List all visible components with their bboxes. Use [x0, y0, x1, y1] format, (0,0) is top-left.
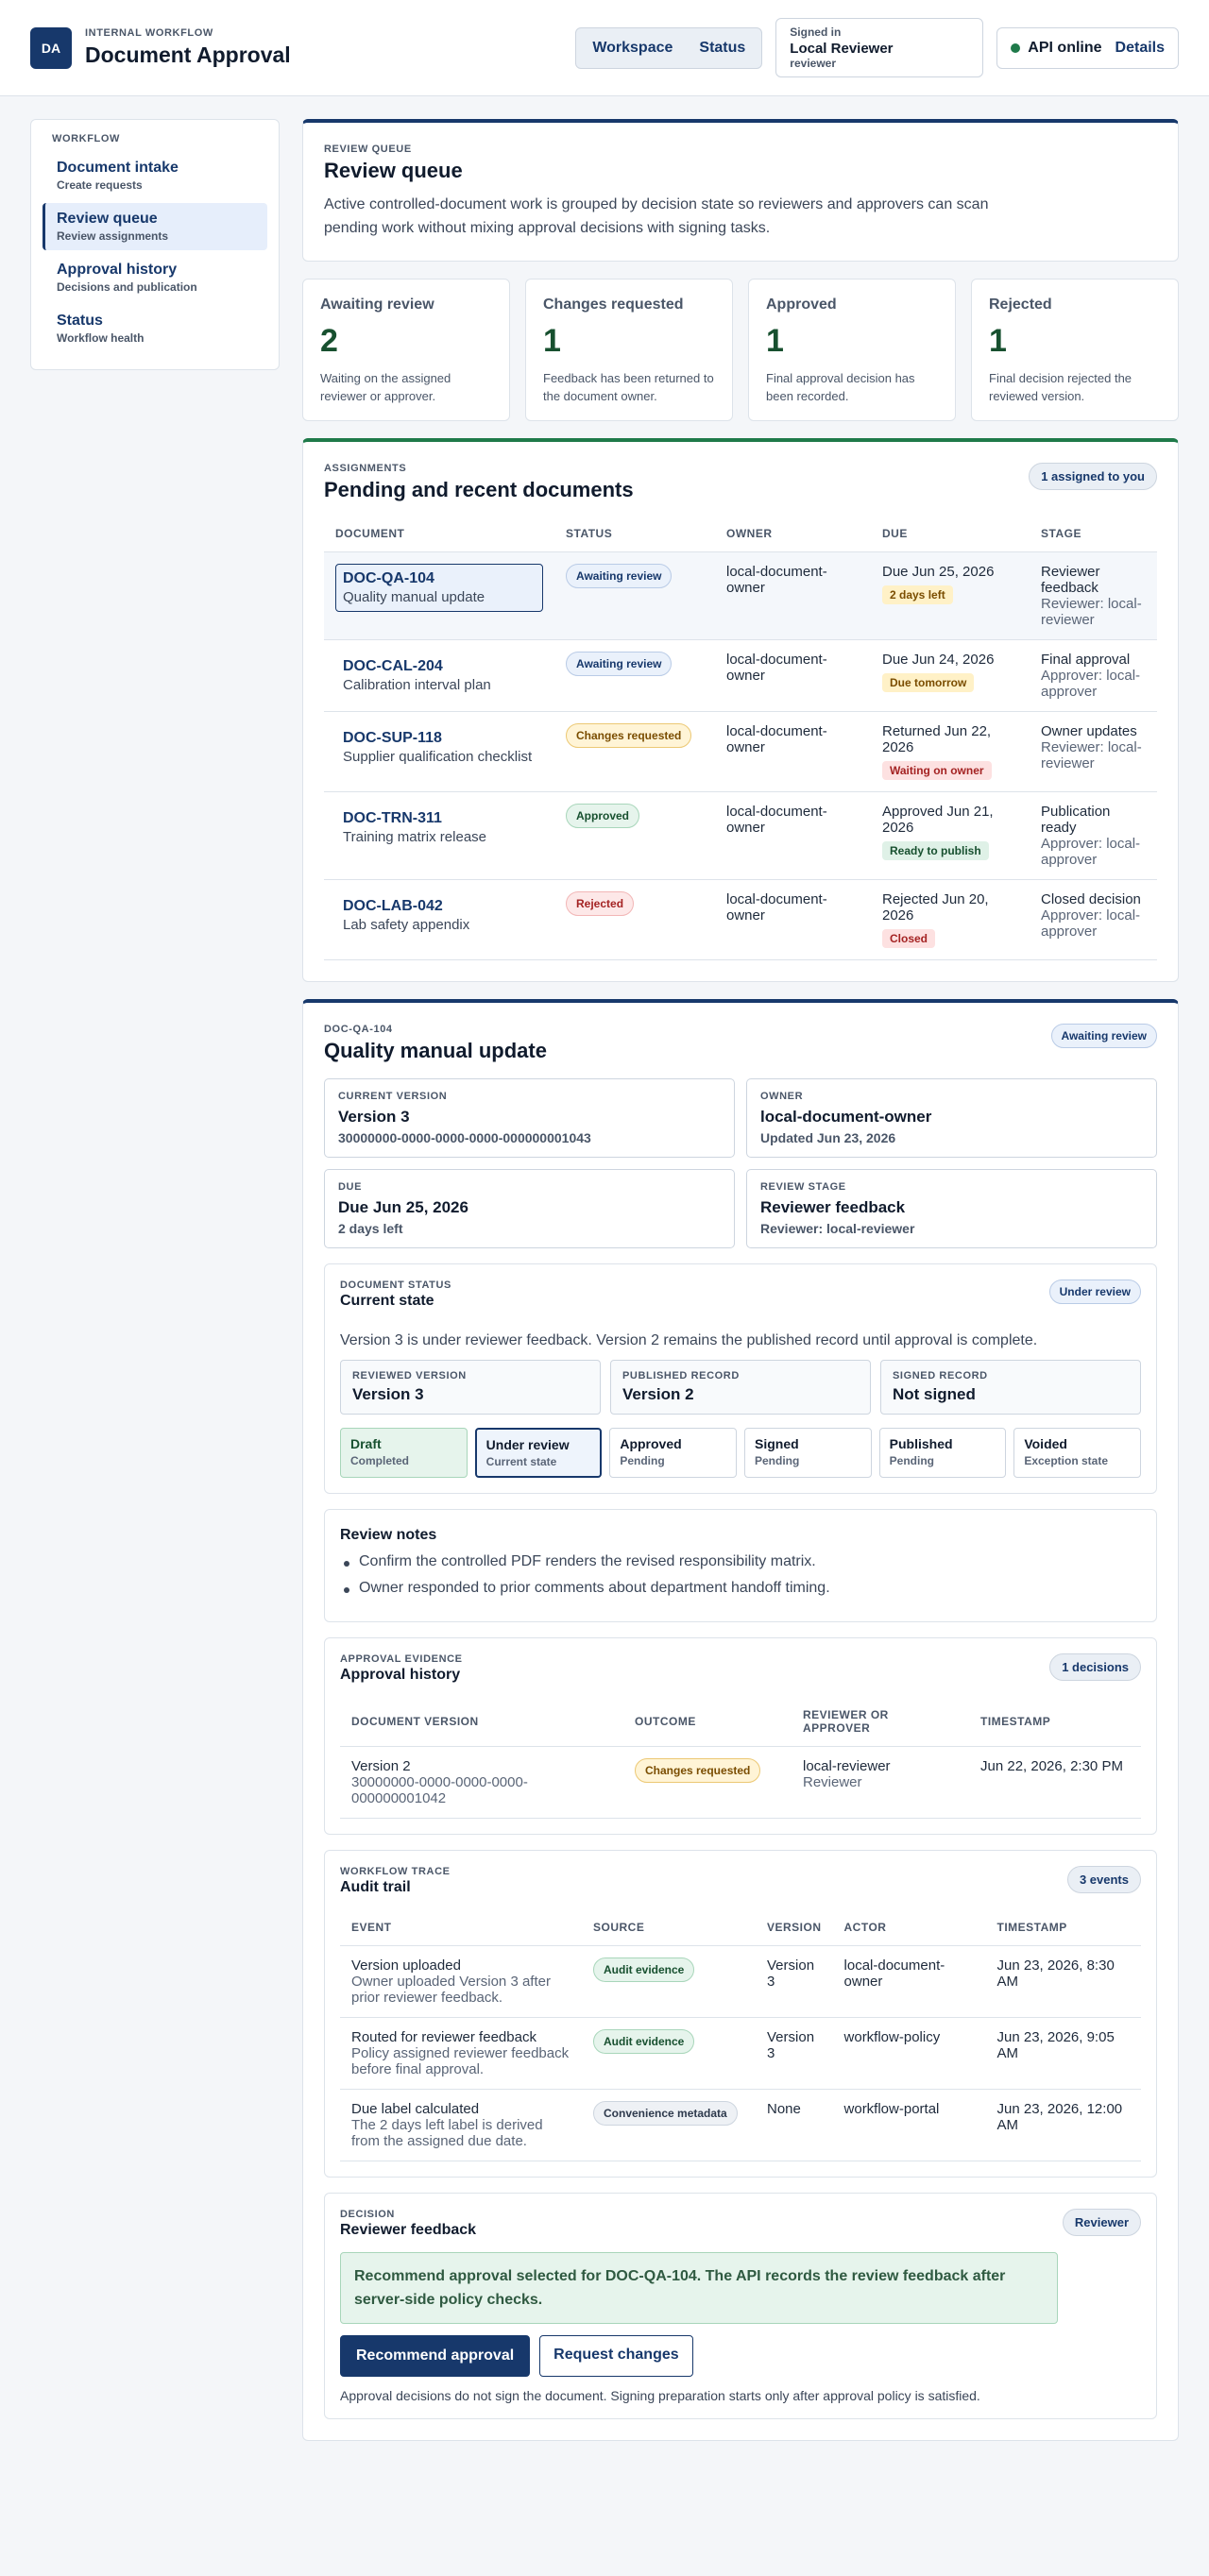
document-link[interactable]: [335, 652, 543, 700]
metric-cards: [302, 279, 1179, 421]
sidebar-item-sub: Create requests: [57, 178, 143, 192]
sidebar-item-sub: Review assignments: [57, 229, 169, 243]
column-header: STATUS: [554, 516, 715, 552]
document-name: Supplier qualification checklist: [343, 749, 533, 765]
stage-assignee: Reviewer: local-reviewer: [1041, 596, 1142, 628]
document-link[interactable]: [335, 804, 543, 852]
step-label: Approved: [620, 1436, 682, 1451]
sidebar-item-label: Document intake: [57, 160, 179, 176]
column-header: STAGE: [1030, 516, 1157, 552]
actor-name: local-reviewer: [803, 1758, 891, 1774]
column-header: DOCUMENT VERSION: [340, 1697, 623, 1747]
info-current-version: [324, 1078, 735, 1158]
due-date: Rejected Jun 20, 2026: [882, 891, 989, 924]
api-details-link[interactable]: Details: [1115, 39, 1165, 56]
step-state: Current state: [485, 1455, 557, 1468]
sidebar-item-sub: Workflow health: [57, 331, 145, 345]
step-under-review: [475, 1428, 603, 1478]
state-badge: Under review: [1049, 1280, 1141, 1304]
audit-trail-panel: [324, 1850, 1157, 2178]
review-notes-panel: [324, 1509, 1157, 1622]
event-count-badge: 3 events: [1067, 1866, 1141, 1893]
step-voided: [1013, 1428, 1141, 1478]
signed-in-user: Local Reviewer: [790, 41, 894, 57]
event-desc: The 2 days left label is derived from the assigned due date.: [351, 2117, 543, 2149]
metric-value: 1: [989, 323, 1007, 359]
version-id: 30000000-0000-0000-0000-000000001042: [351, 1774, 528, 1806]
table-row[interactable]: [324, 880, 1157, 960]
event-title: Version uploaded: [351, 1957, 461, 1974]
section-title: Approval history: [340, 1667, 461, 1683]
section-title: Audit trail: [340, 1879, 411, 1895]
app-logo: DA: [30, 27, 72, 69]
record-label: PUBLISHED RECORD: [622, 1370, 740, 1381]
assigned-count-badge: 1 assigned to you: [1029, 463, 1157, 490]
notes-title: Review notes: [340, 1527, 437, 1543]
section-title: Current state: [340, 1293, 434, 1309]
status-badge: Awaiting review: [566, 652, 672, 676]
step-label: Signed: [755, 1436, 799, 1451]
version-label: Version 2: [351, 1758, 411, 1774]
due-date: Due Jun 25, 2026: [882, 564, 995, 580]
record-published: [610, 1360, 871, 1415]
column-header: EVENT: [340, 1909, 582, 1946]
assignments-table: [324, 516, 1157, 960]
signed-in-panel: [775, 18, 983, 77]
step-state: Pending: [889, 1454, 934, 1467]
metric-value: 1: [543, 323, 561, 359]
info-owner: [746, 1078, 1157, 1158]
info-value: Due Jun 25, 2026: [338, 1198, 468, 1216]
detail-kicker: DOC-QA-104: [324, 1024, 393, 1035]
sidebar-item-label: Review queue: [57, 211, 158, 227]
owner-cell: local-document-owner: [715, 552, 871, 640]
table-row: [340, 2018, 1141, 2090]
document-link[interactable]: [335, 891, 543, 940]
info-label: DUE: [338, 1181, 363, 1193]
due-date: Returned Jun 22, 2026: [882, 723, 992, 755]
record-value: Not signed: [893, 1385, 976, 1403]
notes-list: [340, 1553, 1141, 1597]
stage-name: Closed decision: [1041, 891, 1141, 907]
due-date: Due Jun 24, 2026: [882, 652, 995, 668]
source-badge: Audit evidence: [593, 2029, 694, 2054]
column-header: ACTOR: [833, 1909, 986, 1946]
table-row[interactable]: [324, 552, 1157, 640]
sidebar-item-sub: Decisions and publication: [57, 280, 197, 294]
actor-role: Reviewer: [803, 1774, 862, 1790]
column-header: TIMESTAMP: [986, 1909, 1141, 1946]
info-label: OWNER: [760, 1091, 804, 1102]
table-row: [340, 2090, 1141, 2161]
section-title: Reviewer feedback: [340, 2222, 477, 2238]
due-badge: Closed: [882, 929, 935, 948]
role-badge: Reviewer: [1063, 2209, 1141, 2236]
step-signed: [744, 1428, 872, 1478]
document-link[interactable]: [335, 564, 543, 612]
info-sub: Updated Jun 23, 2026: [760, 1130, 896, 1145]
stage-name: Final approval: [1041, 652, 1131, 668]
status-description: Version 3 is under reviewer feedback. Version 2 remains the published record until approval is complete.: [340, 1332, 1038, 1348]
metric-desc: Final decision rejected the reviewed version.: [989, 371, 1132, 403]
section-kicker: DOCUMENT STATUS: [340, 1280, 451, 1291]
info-sub: 30000000-0000-0000-0000-000000001043: [338, 1130, 591, 1145]
owner-cell: local-document-owner: [715, 880, 871, 960]
info-value: Reviewer feedback: [760, 1198, 906, 1216]
event-version: Version 3: [756, 1946, 833, 2018]
due-badge: Waiting on owner: [882, 761, 992, 780]
decision-footnote: Approval decisions do not sign the document. Signing preparation starts only after approval policy is satisfied.: [340, 2388, 980, 2403]
brand: [85, 27, 291, 68]
metric-awaiting-review: [302, 279, 510, 421]
column-header: DUE: [871, 516, 1030, 552]
metric-title: Awaiting review: [320, 297, 434, 313]
sidebar-item-label: Status: [57, 313, 103, 329]
document-id: DOC-LAB-042: [343, 898, 443, 914]
timestamp: Jun 23, 2026, 9:05 AM: [986, 2018, 1141, 2090]
event-title: Due label calculated: [351, 2101, 480, 2117]
history-table: [340, 1697, 1141, 1819]
document-id: DOC-QA-104: [343, 570, 434, 586]
metric-title: Rejected: [989, 297, 1052, 313]
owner-cell: local-document-owner: [715, 712, 871, 792]
signed-in-role: reviewer: [790, 57, 836, 70]
stage-name: Reviewer feedback: [1041, 564, 1100, 596]
outcome-badge: Changes requested: [635, 1758, 760, 1783]
status-badge: Awaiting review: [566, 564, 672, 588]
metric-value: 1: [766, 323, 784, 359]
event-version: Version 3: [756, 2018, 833, 2090]
sidebar-item-approval-history[interactable]: [43, 254, 267, 301]
event-actor: workflow-portal: [833, 2090, 986, 2161]
section-kicker: ASSIGNMENTS: [324, 463, 407, 474]
column-header: OUTCOME: [623, 1697, 792, 1747]
signed-in-label: Signed in: [790, 25, 842, 39]
due-badge: Ready to publish: [882, 841, 989, 860]
note-item: Confirm the controlled PDF renders the revised responsibility matrix.: [340, 1553, 1141, 1570]
page-title: Review queue: [324, 159, 463, 182]
assignments-panel: [302, 438, 1179, 982]
due-badge: 2 days left: [882, 585, 953, 604]
metric-desc: Feedback has been returned to the document owner.: [543, 371, 714, 403]
metric-value: 2: [320, 323, 338, 359]
info-value: local-document-owner: [760, 1108, 932, 1126]
table-row[interactable]: [324, 792, 1157, 880]
metric-title: Changes requested: [543, 297, 684, 313]
record-label: SIGNED RECORD: [893, 1370, 988, 1381]
table-row[interactable]: [324, 640, 1157, 712]
metric-title: Approved: [766, 297, 837, 313]
document-name: Quality manual update: [343, 589, 485, 605]
step-published: [879, 1428, 1007, 1478]
sidebar-item-label: Approval history: [57, 262, 178, 278]
nav-workspace[interactable]: Workspace: [592, 39, 673, 56]
top-bar: [0, 0, 1209, 96]
due-badge: Due tomorrow: [882, 673, 974, 692]
section-kicker: APPROVAL EVIDENCE: [340, 1653, 463, 1665]
detail-status-badge: Awaiting review: [1051, 1024, 1157, 1048]
column-header: REVIEWER OR APPROVER: [792, 1697, 969, 1747]
document-name: Training matrix release: [343, 829, 486, 845]
approval-history-panel: [324, 1637, 1157, 1835]
document-name: Lab safety appendix: [343, 917, 470, 933]
event-title: Routed for reviewer feedback: [351, 2029, 536, 2045]
detail-info-grid: [324, 1078, 1157, 1248]
section-kicker: WORKFLOW TRACE: [340, 1866, 451, 1877]
metric-rejected: [971, 279, 1179, 421]
record-signed: [880, 1360, 1141, 1415]
section-title: Pending and recent documents: [324, 478, 634, 501]
decision-panel: [324, 2193, 1157, 2419]
step-draft: [340, 1428, 468, 1478]
event-actor: workflow-policy: [833, 2018, 986, 2090]
status-badge: Approved: [566, 804, 639, 828]
info-sub: Reviewer: local-reviewer: [760, 1221, 915, 1236]
event-desc: Policy assigned reviewer feedback before final approval.: [351, 2045, 570, 2077]
table-row: [340, 1946, 1141, 2018]
lifecycle-steps: [340, 1428, 1141, 1478]
owner-cell: local-document-owner: [715, 640, 871, 712]
column-header: DOCUMENT: [324, 516, 554, 552]
review-queue-intro: [302, 119, 1179, 262]
step-label: Under review: [485, 1437, 570, 1452]
detail-title: Quality manual update: [324, 1039, 547, 1062]
brand-kicker: INTERNAL WORKFLOW: [85, 27, 213, 39]
metric-desc: Final approval decision has been recorded.: [766, 371, 915, 403]
status-badge: Changes requested: [566, 723, 691, 748]
metric-approved: [748, 279, 956, 421]
event-actor: local-document-owner: [833, 1946, 986, 2018]
step-label: Draft: [350, 1436, 382, 1451]
event-desc: Owner uploaded Version 3 after prior reviewer feedback.: [351, 1974, 551, 2006]
timestamp: Jun 23, 2026, 12:00 AM: [986, 2090, 1141, 2161]
info-value: Version 3: [338, 1108, 410, 1126]
audit-table: [340, 1909, 1141, 2161]
info-due: [324, 1169, 735, 1248]
owner-cell: local-document-owner: [715, 792, 871, 880]
record-summary: [340, 1360, 1141, 1415]
top-nav: [575, 18, 1179, 77]
document-link[interactable]: [335, 723, 543, 771]
document-id: DOC-CAL-204: [343, 658, 443, 674]
step-state: Completed: [350, 1454, 410, 1467]
document-id: DOC-TRN-311: [343, 810, 442, 826]
document-name: Calibration interval plan: [343, 677, 491, 693]
stage-assignee: Reviewer: local-reviewer: [1041, 739, 1142, 771]
stage-assignee: Approver: local-approver: [1041, 907, 1141, 940]
sidebar-item-review-queue[interactable]: [43, 203, 267, 250]
column-header: VERSION: [756, 1909, 833, 1946]
recommend-approval-button[interactable]: Recommend approval: [340, 2335, 530, 2377]
metric-changes-requested: [525, 279, 733, 421]
section-kicker: DECISION: [340, 2209, 395, 2220]
nav-status[interactable]: Status: [699, 39, 746, 56]
info-review-stage: [746, 1169, 1157, 1248]
note-item: Owner responded to prior comments about department handoff timing.: [340, 1580, 1141, 1597]
stage-name: Owner updates: [1041, 723, 1137, 739]
step-state: Pending: [755, 1454, 800, 1467]
sidebar-item-document-intake[interactable]: [43, 152, 267, 199]
info-sub: 2 days left: [338, 1221, 403, 1236]
step-state: Pending: [620, 1454, 665, 1467]
info-label: REVIEW STAGE: [760, 1181, 846, 1193]
request-changes-button[interactable]: Request changes: [539, 2335, 692, 2377]
document-id: DOC-SUP-118: [343, 730, 442, 746]
step-label: Voided: [1024, 1436, 1067, 1451]
event-version: None: [756, 2090, 833, 2161]
timestamp: Jun 23, 2026, 8:30 AM: [986, 1946, 1141, 2018]
document-status-panel: [324, 1263, 1157, 1494]
document-detail-panel: [302, 999, 1179, 2441]
decision-confirmation: Recommend approval selected for DOC-QA-104. The API records the review feedback after server-side policy checks.: [340, 2252, 1058, 2324]
metric-desc: Waiting on the assigned reviewer or approver.: [320, 371, 451, 403]
sidebar-kicker: WORKFLOW: [52, 133, 121, 144]
stage-assignee: Approver: local-approver: [1041, 836, 1141, 868]
decision-count-badge: 1 decisions: [1049, 1653, 1141, 1681]
record-label: REVIEWED VERSION: [352, 1370, 467, 1381]
column-header: SOURCE: [582, 1909, 756, 1946]
source-badge: Audit evidence: [593, 1957, 694, 1982]
sidebar: [30, 119, 280, 370]
column-header: TIMESTAMP: [969, 1697, 1141, 1747]
step-state: Exception state: [1024, 1454, 1109, 1467]
timestamp: Jun 22, 2026, 2:30 PM: [969, 1747, 1141, 1819]
section-kicker: REVIEW QUEUE: [324, 144, 412, 155]
view-switch: [575, 27, 762, 69]
stage-assignee: Approver: local-approver: [1041, 668, 1141, 700]
record-value: Version 2: [622, 1385, 694, 1403]
table-row: [340, 1747, 1141, 1819]
api-status: API online: [1028, 39, 1102, 56]
due-date: Approved Jun 21, 2026: [882, 804, 994, 836]
stage-name: Publication ready: [1041, 804, 1111, 836]
record-reviewed-version: [340, 1360, 601, 1415]
sidebar-item-status[interactable]: [43, 305, 267, 352]
queue-description: Active controlled-document work is grouped by decision state so reviewers and approvers can scan pending work without mixing approval decisions with signing tasks.: [324, 196, 989, 236]
status-badge: Rejected: [566, 891, 634, 916]
step-approved: [609, 1428, 737, 1478]
column-header: OWNER: [715, 516, 871, 552]
app-title: Document Approval: [85, 42, 291, 67]
step-label: Published: [889, 1436, 953, 1451]
record-value: Version 3: [352, 1385, 424, 1403]
api-status-panel: [996, 27, 1179, 69]
source-badge: Convenience metadata: [593, 2101, 738, 2126]
table-row[interactable]: [324, 712, 1157, 792]
decision-actions: [340, 2335, 1141, 2377]
status-dot-icon: [1011, 43, 1020, 53]
info-label: CURRENT VERSION: [338, 1091, 448, 1102]
main-content: [302, 119, 1179, 2458]
